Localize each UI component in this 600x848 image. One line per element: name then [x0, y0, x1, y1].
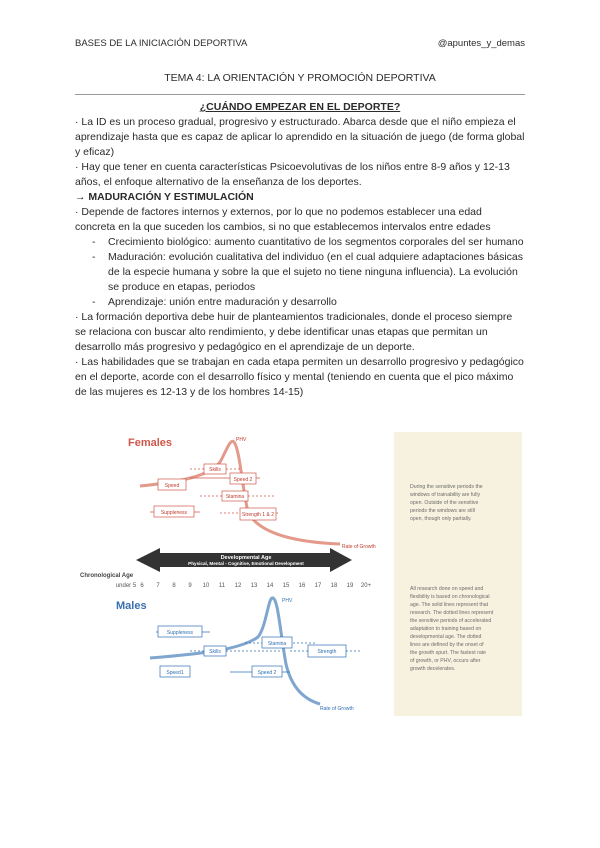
- male-box-speed-1-label: Speed1: [166, 670, 184, 676]
- note-line: growth decelerates.: [410, 666, 456, 672]
- note-line: research. The dotted lines represent: [410, 610, 494, 616]
- note-line: developmental age. The dotted: [410, 634, 482, 640]
- list-item: [75, 250, 525, 295]
- paragraph: · La ID es un proceso gradual, progresivo y estructurado. Abarca desde que el niño empieza el aprendizaje hasta que es capaz de aplicar lo aprendido en la situación de juego (de forma global y eficaz): [75, 116, 525, 158]
- females-label: Females: [128, 437, 173, 449]
- male-box-stamina-label: Stamina: [267, 641, 287, 647]
- female-box-stamina-label: Stamina: [225, 494, 245, 500]
- female-box-speed-2-label: Speed 2: [233, 477, 253, 483]
- paragraph: · La formación deportiva debe huir de planteamientos tradicionales, donde el proceso siempre se relaciona con buscar alto rendimiento, y debe identificar unas etapas que permitan un desarrollo más progresivo y pedagógico en el aprendizaje de un deporte.: [75, 311, 513, 353]
- list-item-text: Maduración: evolución cualitativa del individuo (en el cual adquiere adaptaciones básicas de la especie humana y sobre la que el sujeto no tiene ninguna influencia). La evolución se produce en etapas, periodos: [108, 251, 524, 293]
- chronological-age-label: Chronological Age: [80, 573, 134, 579]
- list-item-text: Crecimiento biológico: aumento cuantitativo de los segmentos corporales del ser humano: [108, 236, 524, 248]
- paragraph: · Las habilidades que se trabajan en cada etapa permiten un desarrollo progresivo y pedagógico en el deporte, acorde con el desarrollo físico y mental (teniendo en cuenta que el pico máximo de las mujeres es 12-13 y de los hombres 14-15): [75, 356, 524, 398]
- female-phv-label: PHV: [236, 437, 247, 443]
- age-tick-label: 18: [330, 583, 338, 589]
- list-marker: -: [92, 296, 96, 308]
- male-phv-label: PHV: [282, 598, 293, 604]
- list-item: [75, 295, 525, 310]
- note-line: open. Outside of the sensitive: [410, 500, 479, 506]
- age-tick-label: under 5: [115, 583, 137, 589]
- notes-panel: [394, 432, 522, 716]
- subsection-title: → MADURACIÓN Y ESTIMULACIÓN: [75, 191, 254, 203]
- note-line: the sensitive periods of accelerated: [410, 618, 492, 624]
- header-divider: [75, 94, 525, 95]
- age-tick-label: 8: [172, 583, 176, 589]
- list-item: [75, 235, 525, 250]
- male-rate-of-growth-label: Rate of Growth: [320, 706, 354, 712]
- male-box-suppleness-label: Suppleness: [166, 630, 194, 636]
- female-rate-of-growth-label: Rate of Growth: [342, 544, 376, 550]
- trainability-diagram: [80, 432, 522, 716]
- age-tick-label: 15: [282, 583, 290, 589]
- male-box-skills-label: Skills: [209, 649, 221, 655]
- female-box-suppleness-label: Suppleness: [160, 510, 188, 516]
- paragraph: · Hay que tener en cuenta características Psicoevolutivas de los niños entre 8-9 años y 12-13 años, el enfoque alternativo de la enseñanza de los deportes.: [75, 161, 510, 188]
- document-body: [75, 100, 525, 400]
- female-box-skills-label: Skills: [209, 467, 221, 473]
- age-tick-label: 20+: [360, 583, 372, 589]
- paragraph: · Depende de factores internos y externos, por lo que no podemos establecer una edad concreta en la que suceden los cambios, si no que establecemos intervalos entre edades: [75, 206, 491, 233]
- note-line: of growth, or PHV, occurs after: [410, 658, 481, 664]
- note-line: During the sensitive periods the: [410, 484, 483, 490]
- header-course-title: BASES DE LA INICIACIÓN DEPORTIVA: [75, 38, 248, 49]
- note-line: open, though only partially.: [410, 516, 472, 522]
- note-line: lines are defined by the onset of: [410, 642, 484, 648]
- header-author-handle: @apuntes_y_demas: [437, 38, 525, 49]
- developmental-age-subtitle: Physical, Mental - Cognitive, Emotional Development: [188, 561, 304, 566]
- age-tick-label: 11: [218, 583, 226, 589]
- male-box-speed-2-label: Speed 2: [257, 670, 277, 676]
- males-label: Males: [116, 600, 147, 612]
- section-title: ¿CUÁNDO EMPEZAR EN EL DEPORTE?: [199, 101, 401, 113]
- note-line: the growth spurt. The fastest rate: [410, 650, 487, 656]
- note-line: adaptation to training based on: [410, 626, 482, 632]
- female-box-speed-label: Speed: [164, 483, 180, 489]
- age-tick-label: 14: [266, 583, 274, 589]
- note-line: periods the windows are still: [410, 508, 475, 514]
- topic-title: TEMA 4: LA ORIENTACIÓN Y PROMOCIÓN DEPORTIVA: [164, 72, 436, 84]
- age-tick-label: 9: [188, 583, 192, 589]
- note-line: All research done on speed and: [410, 586, 484, 592]
- age-tick-label: 13: [250, 583, 258, 589]
- male-box-strength-label: Strength: [317, 649, 337, 655]
- age-tick-label: 7: [156, 583, 160, 589]
- note-line: age. The solid lines represent that: [410, 602, 489, 608]
- note-line: windows of trainability are fully: [410, 492, 481, 498]
- note-line: flexibility is based on chronological: [410, 594, 490, 600]
- age-tick-label: 16: [298, 583, 306, 589]
- concept-list: [75, 235, 525, 310]
- list-item-text: Aprendizaje: unión entre maduración y desarrollo: [108, 296, 337, 308]
- list-marker: -: [92, 251, 96, 263]
- developmental-age-title: Developmental Age: [220, 555, 272, 561]
- age-tick-label: 19: [346, 583, 354, 589]
- trainability-figure: [80, 432, 522, 716]
- list-marker: -: [92, 236, 96, 248]
- age-tick-label: 17: [314, 583, 322, 589]
- age-tick-label: 12: [234, 583, 242, 589]
- age-tick-label: 10: [202, 583, 210, 589]
- age-tick-label: 6: [140, 583, 144, 589]
- female-box-strength-label: Strength 1 & 2: [242, 512, 274, 518]
